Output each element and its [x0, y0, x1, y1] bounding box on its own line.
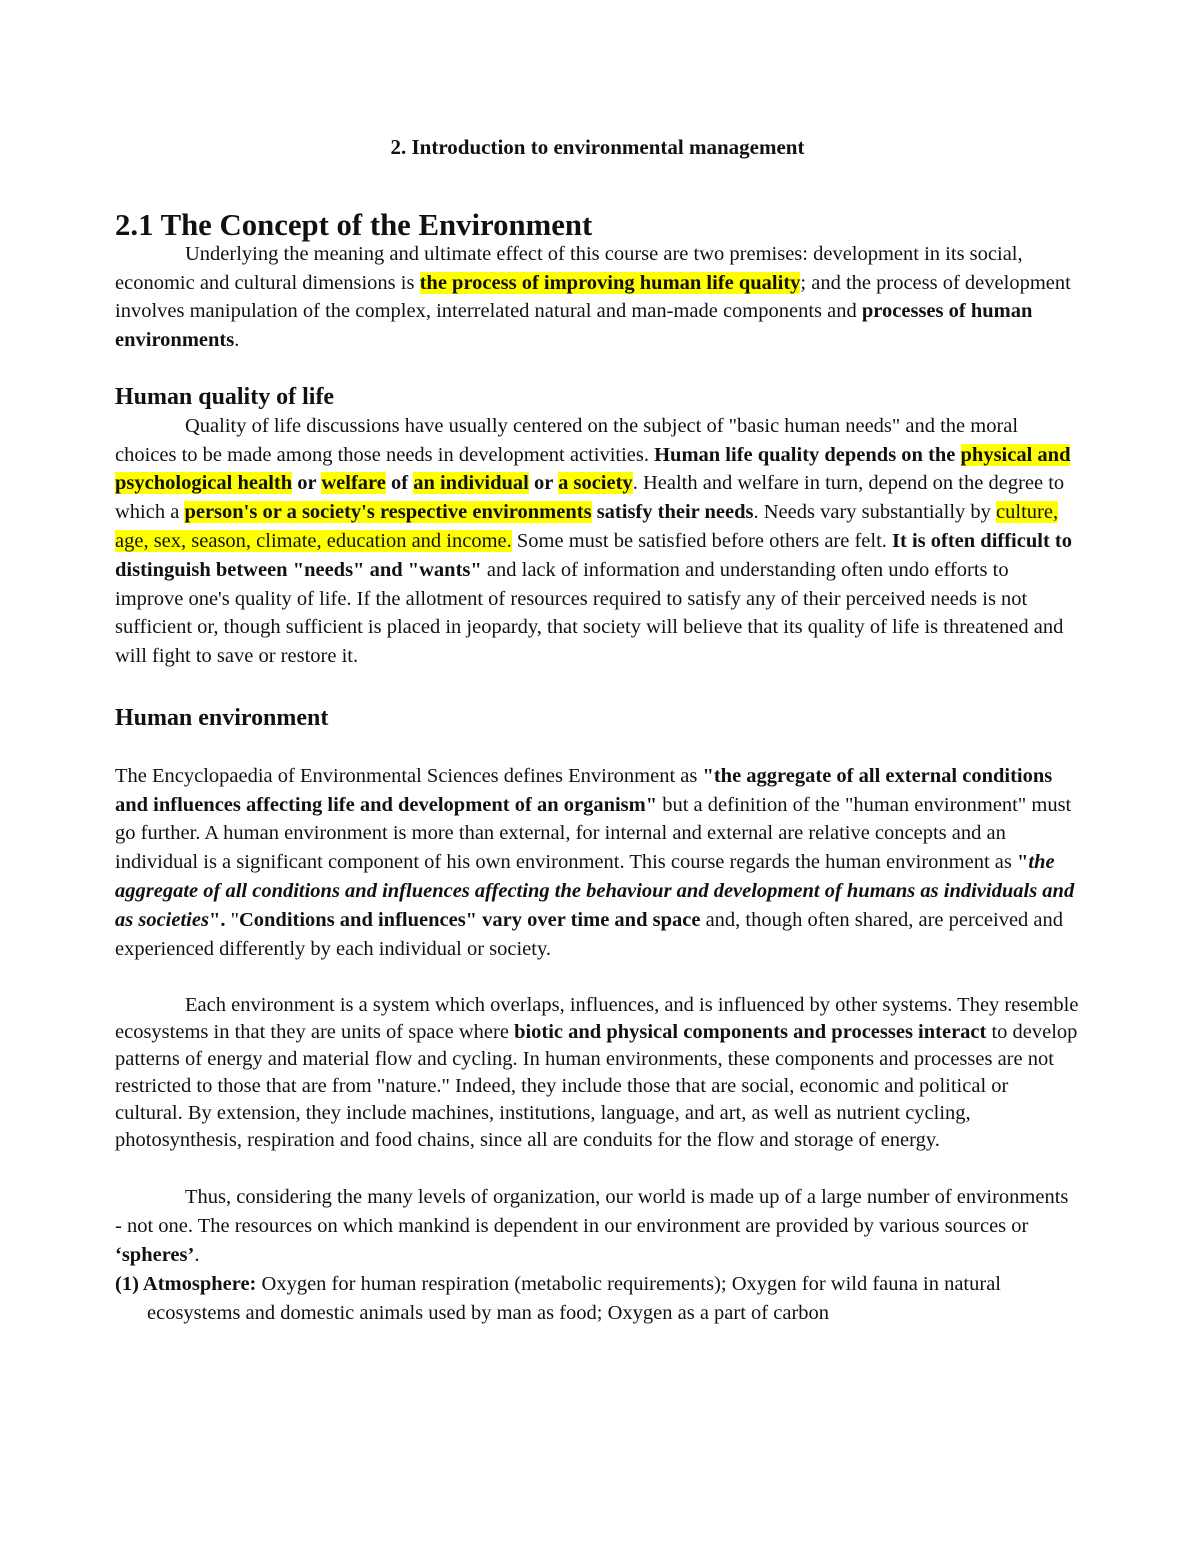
- highlighted-text: culture, age, sex, season, climate, education and income.: [115, 501, 1059, 552]
- paragraph-premises: [115, 240, 1080, 355]
- highlighted-bold-text: physical and psychological health: [115, 443, 1071, 495]
- highlighted-text: [420, 272, 801, 294]
- text-run: Quality of life discussions have usually centered on the subject of "basic human needs" and the moral choices to be made among those needs in development activities.: [115, 414, 1019, 466]
- bold-text: processes of human environments: [115, 300, 1033, 352]
- bold-text: It is often difficult to distinguish between "needs" and "wants": [115, 529, 1072, 581]
- section-heading-human-environment: Human environment: [115, 704, 329, 731]
- bold-text: or: [528, 472, 559, 495]
- paragraph-spheres: [115, 1183, 1080, 1269]
- text-run: Each environment is a system which overlaps, influences, and is influenced by other systems. They resemble ecosystems in that they are units of space where: [115, 994, 1079, 1044]
- highlighted-bold-text: person's or a society's respective environments: [184, 501, 592, 524]
- paragraph-encyclopaedia-definition: [115, 762, 1080, 964]
- text-run: . Needs vary substantially by: [753, 501, 997, 524]
- text-run: Thus, considering the many levels of organization, our world is made up of a large number of environments - not one. The resources on which mankind is dependent in our environment are provided by various sources or: [115, 1186, 1069, 1238]
- bold-text: the process of improving human life quality: [419, 271, 801, 294]
- bold-text: Conditions and influences" vary over time and space: [238, 908, 701, 931]
- text-run: but a definition of the "human environment" must go further. A human environment is more than external, for internal and external are relative concepts and an individual is a significant component of his own environment. This course regards the human environment as: [115, 793, 1072, 874]
- paragraph-quality-of-life: [115, 412, 1080, 671]
- text-run: Oxygen for human respiration (metabolic requirements); Oxygen for wild fauna in natural ecosystems and domestic animals used by man as food; Oxygen as a part of carbon: [147, 1272, 1001, 1324]
- bold-text: ‘spheres’: [115, 1243, 195, 1266]
- bold-text: ".: [208, 908, 226, 931]
- bold-text: of: [385, 472, 414, 495]
- text-run: .: [194, 1243, 200, 1266]
- text-run: ": [225, 908, 239, 931]
- section-heading-concept: 2.1 The Concept of the Environment: [115, 208, 593, 242]
- text-run: .: [234, 329, 240, 352]
- highlighted-bold-text: an individual: [413, 472, 529, 495]
- bold-text: (1) Atmosphere:: [115, 1272, 257, 1295]
- text-run: Underlying the meaning and ultimate effect of this course are two premises: development in its social, economic and cultural dimensions is: [115, 242, 1023, 294]
- bold-text: Human life quality depends on the: [654, 443, 961, 466]
- text-run: and lack of information and understanding often undo efforts to improve one's quality of life. If the allotment of resources required to satisfy any of their perceived needs is not sufficient or, though sufficient is placed in jeopardy, that society will believe that its quality of life is threatened and will fight to save or restore it.: [115, 558, 1064, 668]
- text-run: The Encyclopaedia of Environmental Sciences defines Environment as: [115, 764, 703, 787]
- document-title: 2. Introduction to environmental management: [390, 135, 805, 159]
- text-run: ; and the process of development involves manipulation of the complex, interrelated natural and man-made components and: [115, 271, 1071, 323]
- bold-text: or: [292, 472, 322, 495]
- highlighted-bold-text: a society: [558, 472, 633, 495]
- list-item-atmosphere: [115, 1270, 1080, 1328]
- bold-italic-text: the aggregate of all conditions and influences affecting the behaviour and development of humans as individuals and as societies: [115, 851, 1075, 931]
- text-run: to develop patterns of energy and material flow and cycling. In human environments, these components and processes are not restricted to those that are from "nature." Indeed, they include those that are social, economic and political or cultural. By extension, they include machines, institutions, language, and art, as well as nutrient cycling, photosynthesis, respiration and food chains, since all are conduits for the flow and storage of energy.: [115, 1021, 1078, 1152]
- section-heading-quality-of-life: Human quality of life: [115, 383, 335, 410]
- bold-text: ": [1017, 851, 1029, 874]
- bold-text: "the aggregate of all external conditions and influences affecting life and development of an organism": [115, 764, 1053, 816]
- paragraph-environment-system: [115, 992, 1080, 1154]
- text-run: Some must be satisfied before others are felt.: [511, 529, 893, 552]
- text-run: and, though often shared, are perceived and experienced differently by each individual or society.: [115, 908, 1064, 960]
- highlighted-bold-text: welfare: [321, 472, 386, 495]
- bold-text: biotic and physical components and processes interact: [514, 1021, 987, 1044]
- text-run: . Health and welfare in turn, depend on the degree to which a: [115, 472, 1065, 524]
- bold-text: satisfy their needs: [591, 501, 754, 524]
